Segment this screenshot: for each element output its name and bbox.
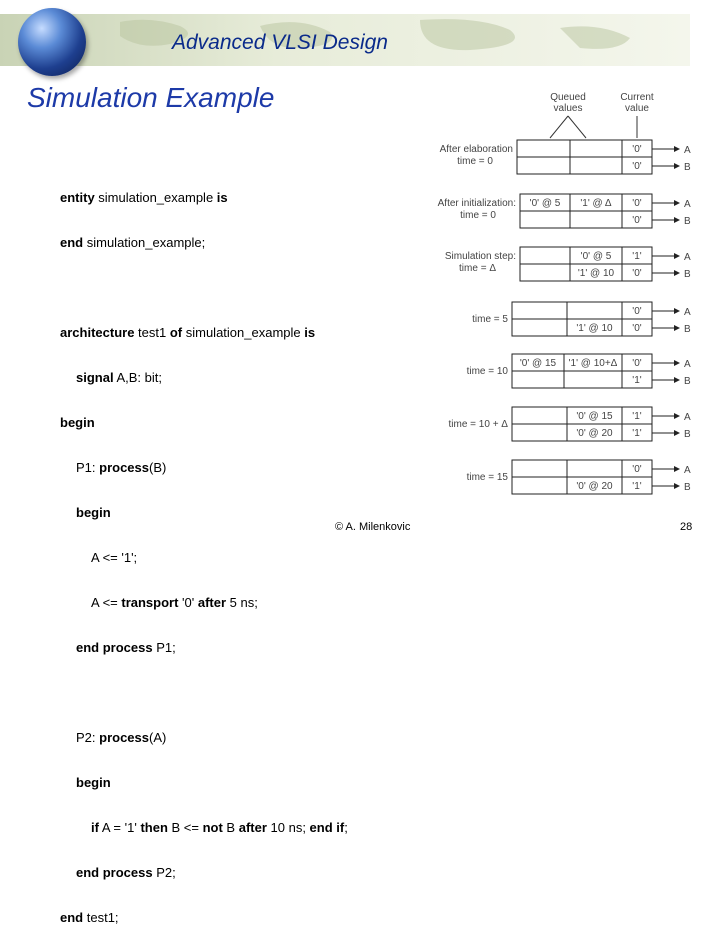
code-line: A <= '1'; (91, 550, 138, 565)
step-label: time = 10 (466, 366, 508, 377)
step-label: time = 10 + Δ (448, 419, 508, 430)
code-line: P1: process(B) (76, 460, 167, 475)
arrow-head-icon (674, 253, 680, 259)
queued-value: '1' @ 10+Δ (568, 358, 618, 369)
queue-cell (512, 424, 567, 441)
queue-cell (567, 460, 622, 477)
signal-name: B (684, 269, 691, 280)
arrow-head-icon (674, 466, 680, 472)
current-value: '0' (632, 358, 642, 369)
arrow-head-icon (674, 217, 680, 223)
queued-value: '1' @ Δ (580, 198, 612, 209)
queued-value: '1' @ 10 (576, 323, 613, 334)
code-line: end process P1; (76, 640, 176, 655)
signal-name: B (684, 376, 691, 387)
code-line: P2: process(A) (76, 730, 167, 745)
current-value: '1' (632, 251, 642, 262)
queue-cell (570, 140, 622, 157)
arrow-head-icon (674, 413, 680, 419)
current-value: '1' (632, 481, 642, 492)
current-value: '0' (632, 268, 642, 279)
signal-name: B (684, 429, 691, 440)
current-header: value (625, 103, 649, 114)
queue-cell (570, 211, 622, 228)
signal-name: B (684, 216, 691, 227)
current-value: '0' (632, 161, 642, 172)
current-value: '0' (632, 464, 642, 475)
arrow-head-icon (674, 163, 680, 169)
arrow-head-icon (674, 308, 680, 314)
queued-header: Queued (550, 92, 586, 103)
arrow-head-icon (674, 360, 680, 366)
queued-value: '0' @ 20 (576, 428, 613, 439)
arrow-head-icon (674, 483, 680, 489)
current-value: '1' (632, 428, 642, 439)
code-line: end process P2; (76, 865, 176, 880)
queued-value: '0' @ 5 (580, 251, 612, 262)
queued-value: '1' @ 10 (577, 268, 615, 279)
queue-cell (567, 302, 622, 319)
step-label: Simulation step: (444, 251, 516, 262)
step-label: time = 0 (460, 210, 496, 221)
code-line: architecture test1 of simulation_example is (60, 325, 316, 340)
signal-name: B (684, 324, 691, 335)
current-value: '0' (632, 306, 642, 317)
code-line: if A = '1' then B <= not B after 10 ns; end if; (91, 820, 348, 835)
queue-cell (512, 319, 567, 336)
queue-cell (520, 264, 570, 281)
queued-value: '0' @ 20 (576, 481, 613, 492)
step-label: time = 15 (466, 472, 508, 483)
current-value: '0' (632, 323, 642, 334)
queue-cell (512, 371, 564, 388)
current-value: '1' (632, 411, 642, 422)
page-number: 28 (680, 521, 693, 533)
queue-cell (512, 460, 567, 477)
queue-cell (520, 211, 570, 228)
footer-author: © A. Milenkovic (335, 521, 411, 533)
queue-cell (564, 371, 622, 388)
signal-name: A (684, 307, 691, 318)
queued-pointer-line (550, 116, 568, 138)
arrow-head-icon (674, 200, 680, 206)
code-line: begin (76, 775, 111, 790)
queue-cell (512, 407, 567, 424)
queue-cell (520, 247, 570, 264)
signal-name: B (684, 162, 691, 173)
code-line: begin (76, 505, 111, 520)
arrow-head-icon (674, 430, 680, 436)
signal-name: B (684, 482, 691, 493)
arrow-head-icon (674, 325, 680, 331)
queued-value: '0' @ 15 (519, 358, 557, 369)
code-line: end simulation_example; (60, 235, 206, 250)
current-value: '0' (632, 198, 642, 209)
queued-value: '0' @ 5 (529, 198, 561, 209)
current-header: Current (620, 92, 654, 103)
header-title: Advanced VLSI Design (172, 31, 388, 54)
step-label: time = 5 (472, 314, 508, 325)
signal-name: A (684, 359, 691, 370)
arrow-head-icon (674, 377, 680, 383)
queue-cell (512, 477, 567, 494)
signal-name: A (684, 412, 691, 423)
queued-value: '0' @ 15 (576, 411, 613, 422)
step-label: time = Δ (459, 263, 496, 274)
arrow-head-icon (674, 146, 680, 152)
queued-pointer-line (568, 116, 586, 138)
slide-title: Simulation Example (27, 82, 275, 113)
queue-cell (517, 140, 570, 157)
queued-header: values (553, 103, 583, 114)
step-label: After initialization: (437, 198, 516, 209)
queue-cell (512, 302, 567, 319)
signal-name: A (684, 252, 691, 263)
code-line: begin (60, 415, 95, 430)
current-value: '0' (632, 215, 642, 226)
queue-cell (570, 157, 622, 174)
step-label: time = 0 (457, 156, 493, 167)
code-line: entity simulation_example is (60, 190, 228, 205)
current-value: '1' (632, 375, 642, 386)
current-value: '0' (632, 144, 642, 155)
arrow-head-icon (674, 270, 680, 276)
code-line: end test1; (60, 910, 119, 925)
queue-cell (517, 157, 570, 174)
signal-name: A (684, 145, 691, 156)
signal-name: A (684, 199, 691, 210)
signal-name: A (684, 465, 691, 476)
step-label: After elaboration (439, 144, 513, 155)
code-line: signal A,B: bit; (76, 370, 162, 385)
code-line: A <= transport '0' after 5 ns; (91, 595, 258, 610)
